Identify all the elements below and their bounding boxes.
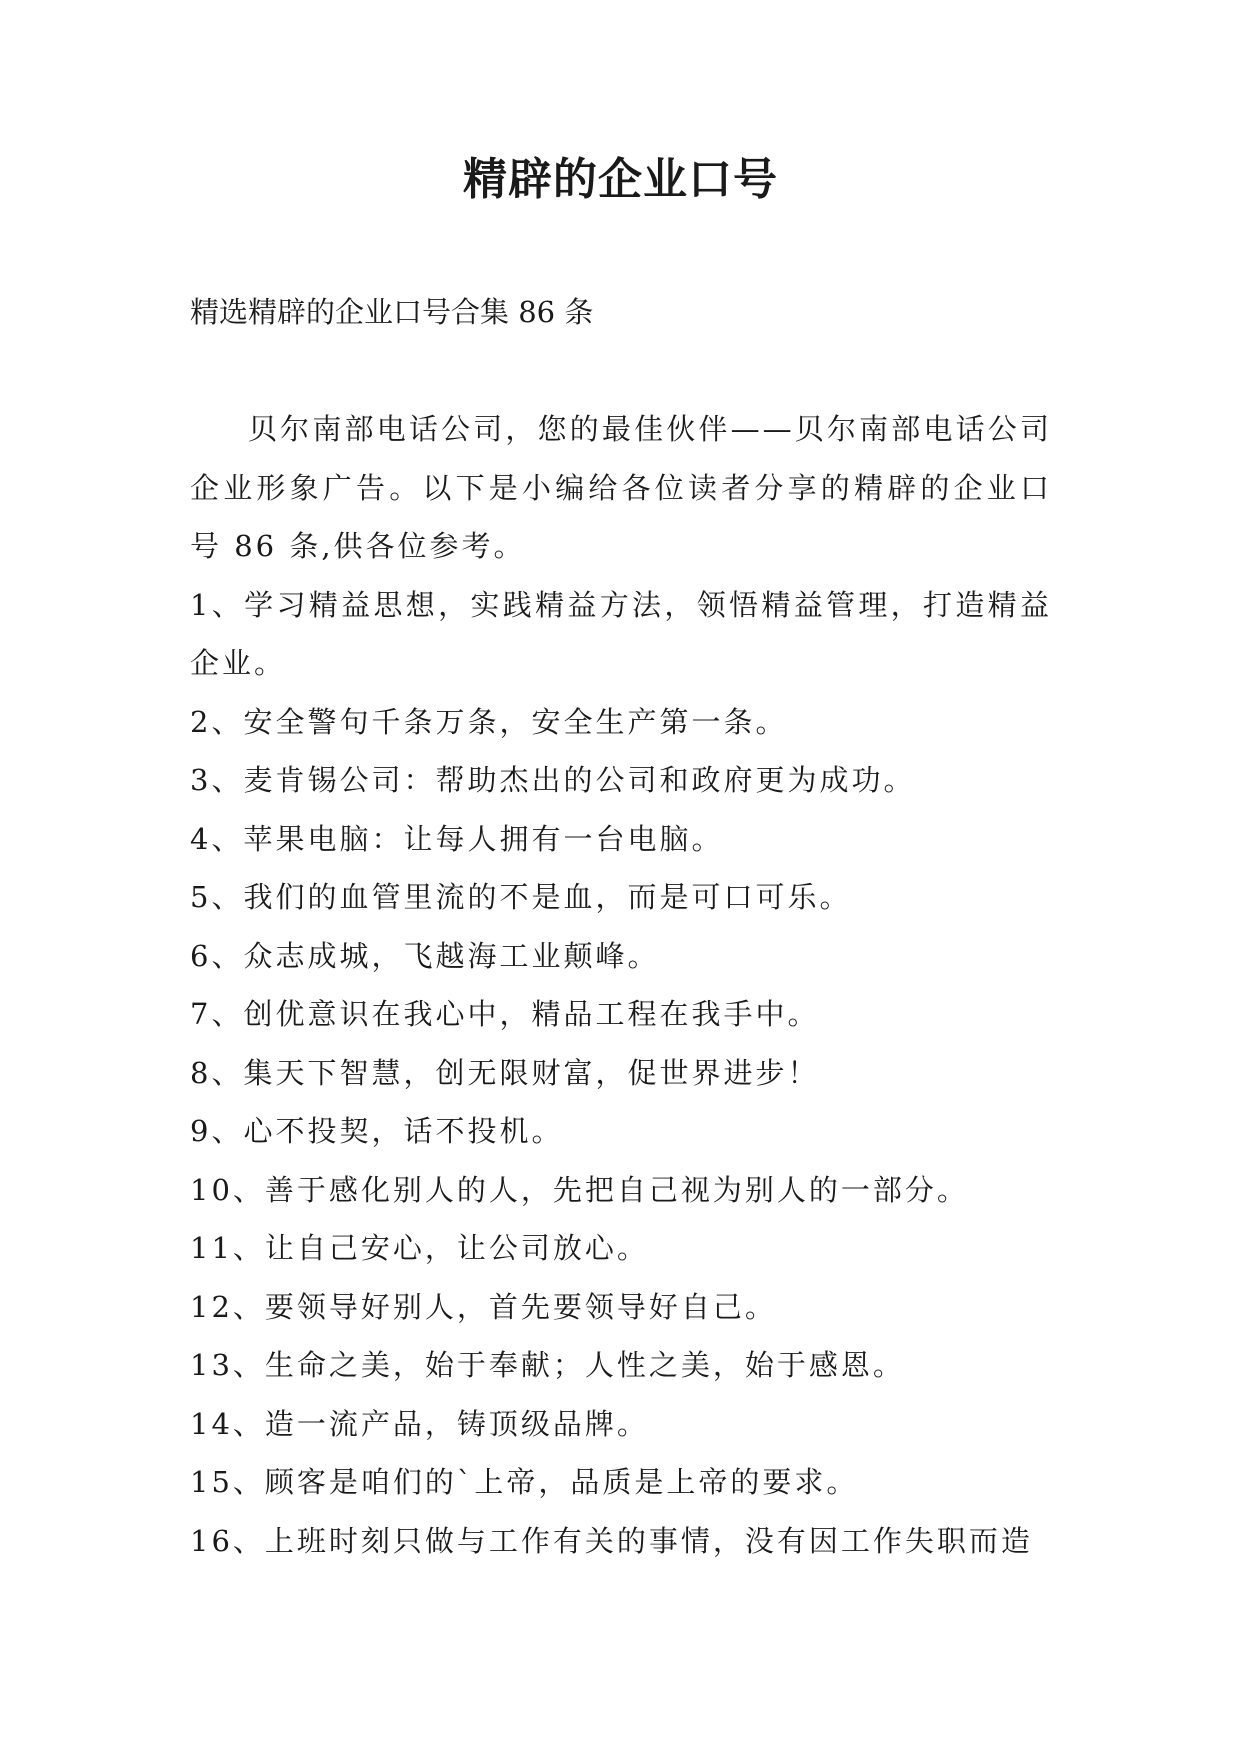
slogan-number: 16、 [190, 1523, 265, 1558]
slogan-number: 5、 [190, 880, 244, 914]
slogan-text: 安全警句千条万条，安全生产第一条。 [243, 704, 788, 739]
slogan-item [190, 927, 1052, 986]
slogan-text: 麦肯锡公司：帮助杰出的公司和政府更为成功。 [243, 763, 916, 797]
slogan-item [190, 751, 1052, 810]
slogan-text: 顾客是咱们的`上帝，品质是上帝的要求。 [264, 1465, 859, 1499]
slogan-item [190, 1044, 1052, 1103]
slogan-text: 生命之美，始于奉献；人性之美，始于感恩。 [264, 1348, 905, 1382]
slogan-number: 1、 [190, 587, 245, 622]
slogan-text: 集天下智慧，创无限财富，促世界进步！ [243, 1055, 820, 1090]
slogan-number: 4、 [190, 821, 244, 856]
slogan-item [190, 868, 1052, 927]
slogan-text: 学习精益思想，实践精益方法，领悟精益管理，打造精益企业。 [190, 587, 1052, 680]
slogan-text: 要领导好别人，首先要领导好自己。 [264, 1289, 777, 1324]
slogan-text: 苹果电脑：让每人拥有一台电脑。 [243, 821, 724, 856]
slogan-number: 7、 [190, 997, 244, 1031]
slogan-number: 11、 [190, 1231, 265, 1265]
slogan-number: 8、 [190, 1055, 244, 1090]
slogan-number: 14、 [190, 1406, 265, 1441]
slogan-number: 9、 [190, 1114, 244, 1148]
slogan-item [190, 810, 1052, 869]
slogan-item [190, 985, 1052, 1044]
slogan-number: 13、 [190, 1348, 265, 1382]
document-body [190, 400, 1052, 1570]
slogan-text: 我们的血管里流的不是血，而是可口可乐。 [243, 880, 852, 914]
slogan-item [190, 1336, 1052, 1395]
slogan-item [190, 576, 1052, 693]
document-title: 精辟的企业口号 [463, 154, 778, 205]
document-subtitle: 精选精辟的企业口号合集 86 条 [190, 295, 594, 329]
slogan-number: 15、 [190, 1465, 265, 1499]
slogan-text: 众志成城，飞越海工业颠峰。 [243, 938, 660, 973]
slogan-item [190, 1219, 1052, 1278]
slogan-text: 让自己安心，让公司放心。 [264, 1231, 649, 1265]
slogan-text: 善于感化别人的人，先把自己视为别人的一部分。 [264, 1172, 969, 1207]
slogan-text: 上班时刻只做与工作有关的事情，没有因工作失职而造 [264, 1523, 1033, 1558]
slogan-list [190, 576, 1052, 1571]
slogan-number: 2、 [190, 704, 244, 739]
slogan-item [190, 1395, 1052, 1454]
slogan-number: 10、 [190, 1172, 265, 1207]
slogan-number: 3、 [190, 763, 244, 797]
slogan-item [190, 1161, 1052, 1220]
slogan-item [190, 1512, 1052, 1571]
intro-paragraph: 贝尔南部电话公司，您的最佳伙伴——贝尔南部电话公司企业形象广告。以下是小编给各位读者分享的精辟的企业口号 86 条,供各位参考。 [190, 412, 1052, 563]
slogan-number: 6、 [190, 938, 244, 973]
slogan-text: 心不投契，话不投机。 [243, 1114, 564, 1148]
slogan-number: 12、 [190, 1289, 265, 1324]
slogan-text: 创优意识在我心中，精品工程在我手中。 [243, 997, 820, 1031]
slogan-item [190, 1102, 1052, 1161]
slogan-item [190, 693, 1052, 752]
slogan-text: 造一流产品，铸顶级品牌。 [264, 1406, 649, 1441]
slogan-item [190, 1453, 1052, 1512]
slogan-item [190, 1278, 1052, 1337]
